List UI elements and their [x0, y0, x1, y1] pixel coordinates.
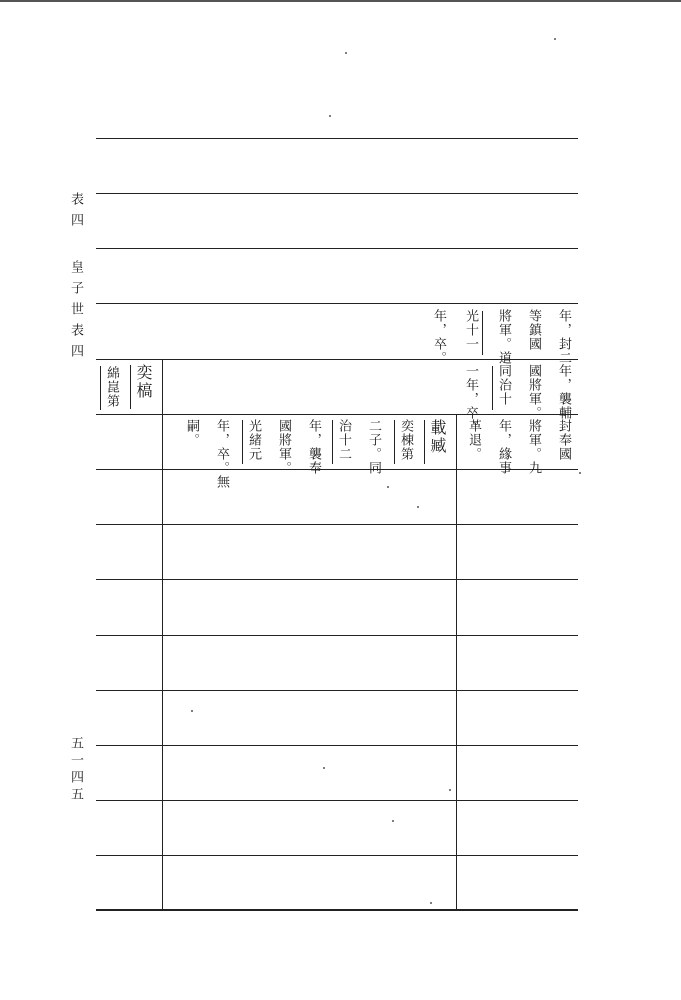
scan-speck — [449, 789, 451, 791]
table-rule — [96, 855, 578, 856]
column-divider — [162, 359, 163, 910]
entry-line: 革退。 — [466, 419, 481, 461]
volume-label: 表四 — [68, 192, 83, 234]
scan-speck — [579, 472, 581, 474]
table-rule — [96, 524, 578, 525]
entry-line: 國將軍。 — [526, 364, 541, 420]
name-marker — [130, 365, 131, 409]
name-marker — [100, 366, 101, 410]
scan-speck — [191, 710, 193, 712]
entry-line: 年，襲奉 — [306, 419, 321, 475]
name-marker — [492, 366, 493, 410]
entry-line: 一年，卒。 — [463, 364, 478, 434]
page-number: 五一四五 — [68, 736, 83, 804]
generation-name: 奕槁 — [134, 364, 153, 400]
name-marker — [482, 311, 483, 355]
scan-speck — [345, 52, 347, 54]
entry-line: 光十一 — [463, 309, 478, 351]
generation-name: 載臧 — [428, 419, 447, 455]
column-divider — [456, 414, 457, 910]
entry-line: 將軍。道 — [496, 309, 511, 365]
table-rule — [96, 690, 578, 691]
lineage-note: 綿崑第 — [104, 366, 119, 408]
table-bottom-rule — [96, 909, 578, 911]
scan-speck — [387, 486, 389, 488]
entry-line: 國將軍。 — [276, 419, 291, 475]
entry-line: 封奉國 — [556, 419, 571, 461]
table-rule — [96, 745, 578, 746]
scan-speck — [554, 38, 556, 40]
table-rule — [96, 193, 578, 194]
entry-line: 年，卒。無 — [214, 419, 229, 489]
entry-line: 同治十 — [496, 364, 511, 406]
name-marker — [394, 420, 395, 464]
entry-line: 年，緣事 — [496, 419, 511, 475]
table-rule — [96, 579, 578, 580]
entry-line: 年，襲輔 — [556, 364, 571, 420]
table-rule — [96, 414, 578, 415]
entry-line: 治十二 — [336, 419, 351, 461]
scan-speck — [392, 820, 394, 822]
name-marker — [332, 420, 333, 464]
entry-line: 等鎮國 — [526, 309, 541, 351]
table-rule — [96, 248, 578, 249]
scan-top-edge — [0, 0, 681, 2]
table-rule — [96, 138, 578, 139]
table-rule — [96, 800, 578, 801]
entry-line: 奕棟第 — [398, 419, 413, 461]
entry-line: 年，封二 — [556, 309, 571, 365]
table-rule — [96, 635, 578, 636]
scan-speck — [417, 506, 419, 508]
scan-speck — [329, 115, 331, 117]
table-rule — [96, 303, 578, 304]
entry-line: 將軍。九 — [526, 419, 541, 475]
scan-speck — [430, 902, 432, 904]
entry-line: 年，卒。 — [431, 309, 446, 365]
scan-speck — [323, 767, 325, 769]
section-title: 皇子世表四 — [68, 260, 83, 365]
entry-line: 光緒元 — [246, 419, 261, 461]
entry-line: 嗣。 — [184, 419, 199, 447]
entry-line: 二子。同 — [366, 419, 381, 475]
name-marker — [242, 420, 243, 464]
name-marker — [424, 420, 425, 464]
